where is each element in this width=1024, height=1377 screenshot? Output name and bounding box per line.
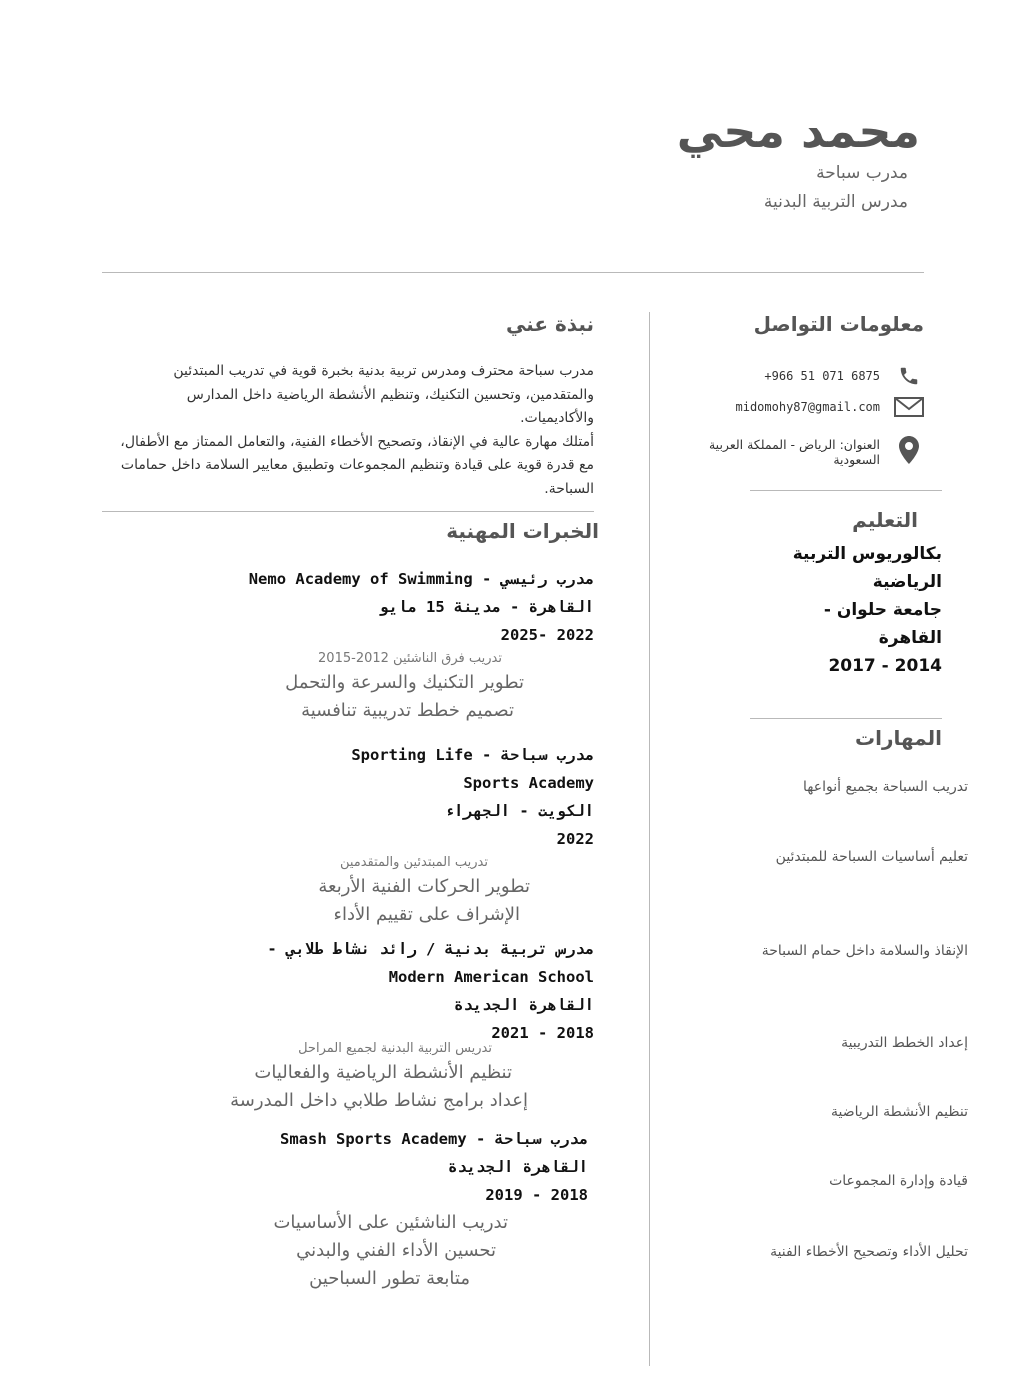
mail-icon bbox=[894, 394, 924, 420]
job-period: 2018 - 2019 bbox=[485, 1186, 588, 1204]
job-detail: إعداد برامج نشاط طلابي داخل المدرسة bbox=[230, 1090, 528, 1111]
about-heading: نبذة عني bbox=[505, 312, 594, 336]
degree-line-2: الرياضية bbox=[872, 572, 942, 592]
job-detail: متابعة تطور السباحين bbox=[309, 1268, 470, 1289]
job-title: مدرب سباحة - Sporting Life Sports Academy bbox=[351, 746, 594, 792]
job-detail: تحسين الأداء الفني والبدني bbox=[296, 1240, 496, 1261]
job-title-primary: مدرب سباحة bbox=[816, 163, 908, 183]
education-divider bbox=[750, 718, 942, 719]
job-location: الكويت - الجهراء bbox=[444, 802, 594, 820]
contact-phone bbox=[694, 363, 924, 389]
column-divider bbox=[649, 312, 650, 1366]
skill-item: تعليم أساسيات السباحة للمبتدئين bbox=[775, 849, 968, 865]
job-title: مدرس تربية بدنية / رائد نشاط طلابي - Modern American School bbox=[267, 940, 594, 986]
contact-heading: معلومات التواصل bbox=[753, 312, 924, 336]
skill-item: تنظيم الأنشطة الرياضية bbox=[831, 1104, 968, 1120]
header-divider bbox=[102, 272, 924, 273]
education-entry bbox=[742, 540, 942, 680]
job-note: تدريس التربية البدنية لجميع المراحل bbox=[298, 1041, 492, 1056]
skill-item: إعداد الخطط التدريبية bbox=[841, 1035, 968, 1051]
about-paragraph: مدرب سباحة محترف ومدرس تربية بدنية بخبرة قوية في تدريب المبتدئين والمتقدمين، وتحسين التكنيك، وتنظيم الأنشطة الرياضية داخل المدارس والأكاديميات. bbox=[173, 363, 594, 426]
job-detail: تدريب الناشئين على الأساسيات bbox=[273, 1212, 508, 1233]
job-entry bbox=[214, 935, 594, 1115]
skills-heading: المهارات bbox=[855, 726, 942, 750]
skill-item: تحليل الأداء وتصحيح الأخطاء الفنية bbox=[770, 1244, 968, 1260]
about-text bbox=[118, 360, 594, 501]
contact-email bbox=[694, 394, 924, 420]
job-period: 2022 -2025 bbox=[500, 626, 594, 644]
candidate-name: محمد محي bbox=[676, 104, 920, 158]
phone-icon bbox=[894, 363, 924, 389]
job-note: تدريب المبتدئين والمتقدمين bbox=[339, 855, 488, 870]
university-line-1: جامعة حلوان - bbox=[823, 600, 942, 620]
degree-line-1: بكالوريوس التربية bbox=[792, 544, 942, 564]
skill-item: الإنقاذ والسلامة داخل حمام السباحة bbox=[761, 943, 968, 959]
university-line-2: القاهرة bbox=[878, 628, 942, 648]
job-period: 2018 - 2021 bbox=[491, 1024, 594, 1042]
job-title: مدرب سباحة - Smash Sports Academy bbox=[280, 1130, 588, 1148]
contact-address bbox=[694, 437, 924, 467]
about-divider bbox=[102, 511, 594, 512]
contact-divider bbox=[750, 490, 942, 491]
education-heading: التعليم bbox=[852, 508, 918, 532]
job-location: القاهرة الجديدة bbox=[448, 1158, 588, 1176]
job-detail: تطوير الحركات الفنية الأربعة bbox=[318, 876, 530, 897]
job-entry bbox=[208, 1125, 588, 1293]
job-location: القاهرة - مدينة 15 مايو bbox=[379, 598, 594, 616]
job-location: القاهرة الجديدة bbox=[454, 996, 594, 1014]
job-entry bbox=[214, 741, 594, 929]
job-title: مدرب رئيسي - Nemo Academy of Swimming bbox=[248, 570, 594, 588]
job-detail: تطوير التكنيك والسرعة والتحمل bbox=[285, 672, 524, 693]
job-detail: تصميم خطط تدريبية تنافسية bbox=[301, 700, 514, 721]
job-detail: تنظيم الأنشطة الرياضية والفعاليات bbox=[254, 1062, 512, 1083]
experience-heading: الخبرات المهنية bbox=[446, 519, 599, 543]
email-address[interactable]: midomohy87@gmail.com bbox=[735, 400, 880, 414]
phone-number[interactable]: +966 51 071 6875 bbox=[764, 369, 880, 383]
education-period: 2014 - 2017 bbox=[828, 656, 942, 676]
job-note: تدريب فرق الناشئين 2012-2015 bbox=[318, 651, 502, 666]
job-entry bbox=[214, 565, 594, 725]
job-detail: الإشراف على تقييم الأداء bbox=[333, 904, 520, 925]
location-pin-icon bbox=[894, 437, 924, 463]
about-paragraph: أمتلك مهارة عالية في الإنقاذ، وتصحيح الأخطاء الفنية، والتعامل الممتاز مع الأطفال، مع قدرة قوية على قيادة وتنظيم المجموعات وتطبيق معايير السلامة داخل حمامات السباحة. bbox=[120, 433, 594, 497]
skill-item: تدريب السباحة بجميع أنواعها bbox=[803, 779, 968, 795]
job-period: 2022 bbox=[556, 830, 594, 848]
job-title-secondary: مدرس التربية البدنية bbox=[763, 192, 908, 212]
address-text: العنوان: الرياض - المملكة العربية السعودية bbox=[708, 437, 880, 467]
skill-item: قيادة وإدارة المجموعات bbox=[829, 1173, 968, 1189]
